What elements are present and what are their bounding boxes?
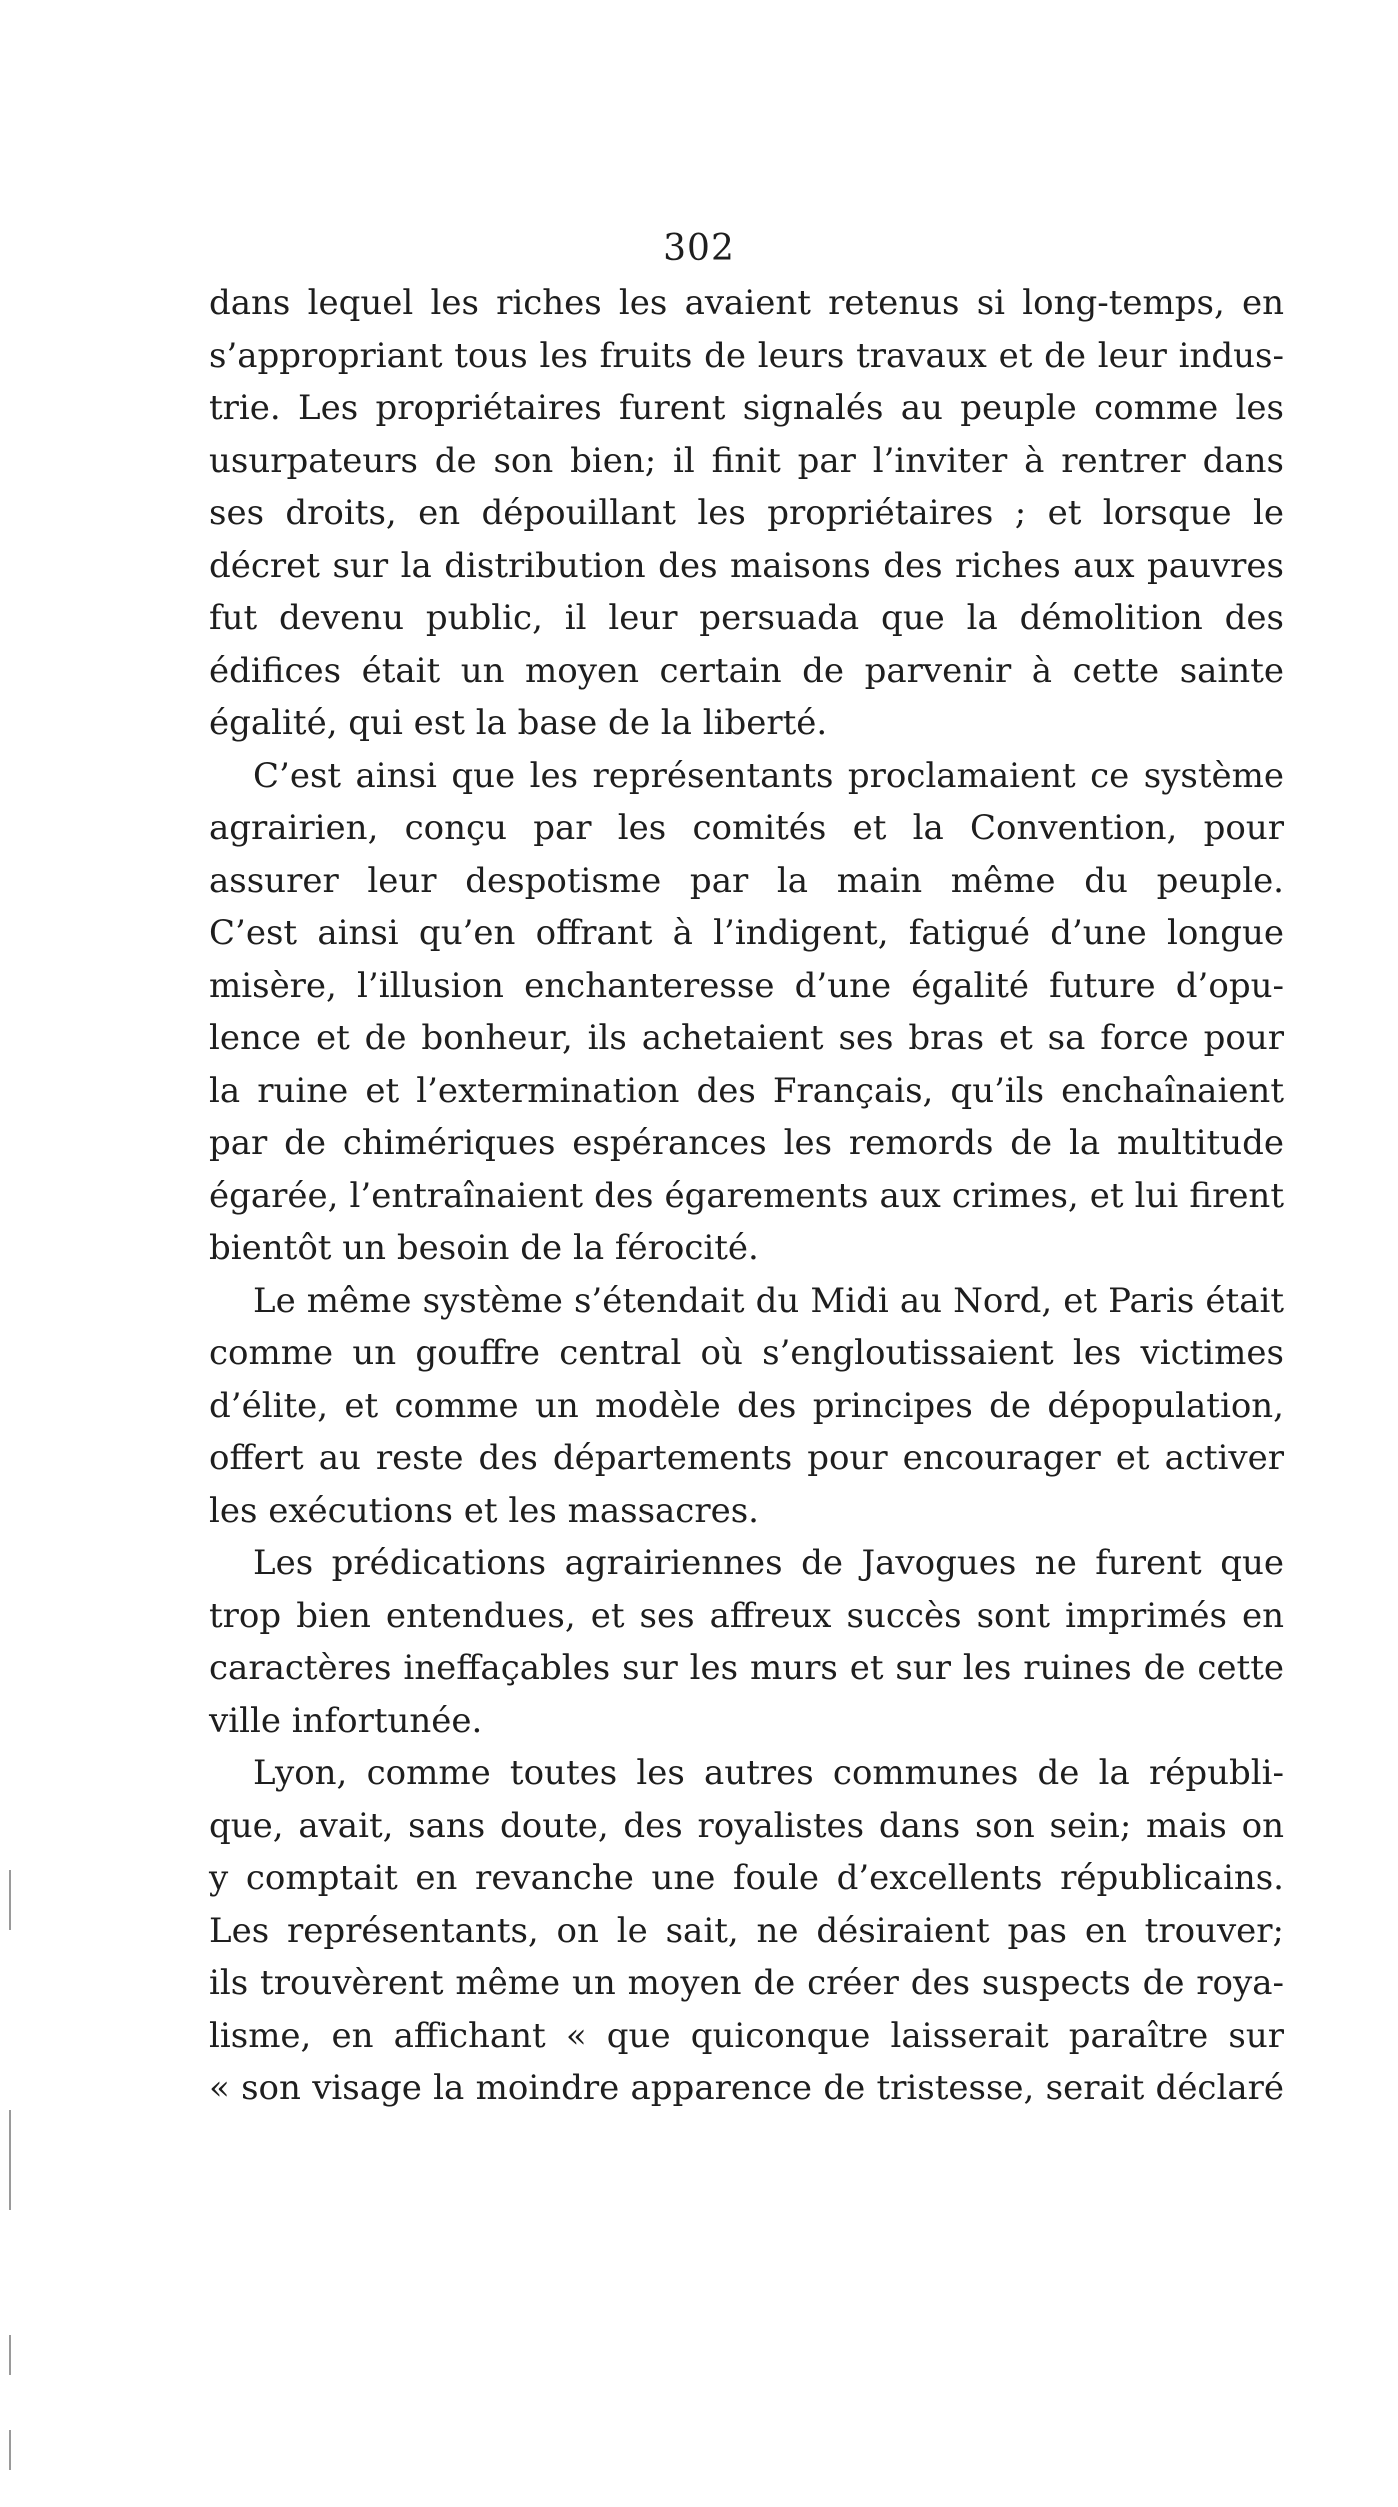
text-line: par de chimériques espérances les remords de la multitude — [209, 1123, 1284, 1163]
text-line: trie. Les propriétaires furent signalés au peuple comme les — [209, 388, 1284, 428]
text-line: C’est ainsi qu’en offrant à l’indigent, fatigué d’une longue — [209, 913, 1284, 953]
text-line: lisme, en affichant « que quiconque laisserait paraître sur — [209, 2015, 1284, 2056]
text-line: caractères ineffaçables sur les murs et sur les ruines de cette — [209, 1648, 1284, 1688]
paragraph-start-line: Les prédications agrairiennes de Javogues ne furent que — [253, 1543, 1284, 1583]
paragraph-start-line: Le même système s’étendait du Midi au Nord, et Paris était — [253, 1280, 1284, 1321]
text-line: ville infortunée. — [209, 1700, 483, 1741]
text-line: décret sur la distribution des maisons des riches aux pauvres — [209, 545, 1284, 586]
scan-margin-mark — [9, 1870, 11, 1930]
text-line: ses droits, en dépouillant les propriétaires ; et lorsque le — [209, 493, 1284, 533]
text-line: égalité, qui est la base de la liberté. — [209, 703, 828, 743]
paragraph-start-line: C’est ainsi que les représentants proclamaient ce système — [253, 755, 1284, 796]
text-line: comme un gouffre central où s’engloutissaient les victimes — [209, 1333, 1284, 1373]
scan-margin-mark — [9, 2430, 11, 2470]
text-line: s’appropriant tous les fruits de leurs travaux et de leur indus- — [209, 335, 1284, 376]
paragraph-start-line: Lyon, comme toutes les autres communes de la républi- — [253, 1753, 1284, 1793]
text-line: lence et de bonheur, ils achetaient ses bras et sa force pour — [209, 1018, 1284, 1058]
body-text — [209, 277, 1284, 2115]
text-line: la ruine et l’extermination des Français, qu’ils enchaînaient — [209, 1070, 1284, 1111]
scan-margin-mark — [9, 2335, 11, 2375]
text-line: assurer leur despotisme par la main même du peuple. — [209, 860, 1284, 901]
text-line: édifices était un moyen certain de parvenir à cette sainte — [209, 650, 1284, 691]
text-line: « son visage la moindre apparence de tristesse, serait déclaré — [209, 2068, 1284, 2108]
text-line: fut devenu public, il leur persuada que la démolition des — [209, 598, 1284, 638]
text-line: d’élite, et comme un modèle des principes de dépopulation, — [209, 1385, 1284, 1426]
page-number: 302 — [663, 228, 735, 269]
text-line: y comptait en revanche une foule d’excellents républicains. — [209, 1858, 1284, 1898]
scan-margin-mark — [9, 2110, 11, 2210]
text-line: les exécutions et les massacres. — [209, 1490, 759, 1531]
text-line: égarée, l’entraînaient des égarements aux crimes, et lui firent — [209, 1175, 1284, 1216]
text-line: offert au reste des départements pour encourager et activer — [209, 1438, 1284, 1478]
text-line: bientôt un besoin de la férocité. — [209, 1228, 759, 1268]
text-line: misère, l’illusion enchanteresse d’une égalité future d’opu- — [209, 965, 1284, 1006]
text-line: que, avait, sans doute, des royalistes dans son sein; mais on — [209, 1805, 1284, 1846]
text-line: usurpateurs de son bien; il finit par l’inviter à rentrer dans — [209, 440, 1284, 481]
text-line: Les représentants, on le sait, ne désiraient pas en trouver; — [209, 1910, 1284, 1951]
text-line: dans lequel les riches les avaient retenus si long-temps, en — [209, 283, 1284, 323]
text-line: agrairien, conçu par les comités et la Convention, pour — [209, 808, 1284, 848]
text-line: ils trouvèrent même un moyen de créer des suspects de roya- — [209, 1963, 1284, 2003]
text-line: trop bien entendues, et ses affreux succès sont imprimés en — [209, 1595, 1284, 1636]
